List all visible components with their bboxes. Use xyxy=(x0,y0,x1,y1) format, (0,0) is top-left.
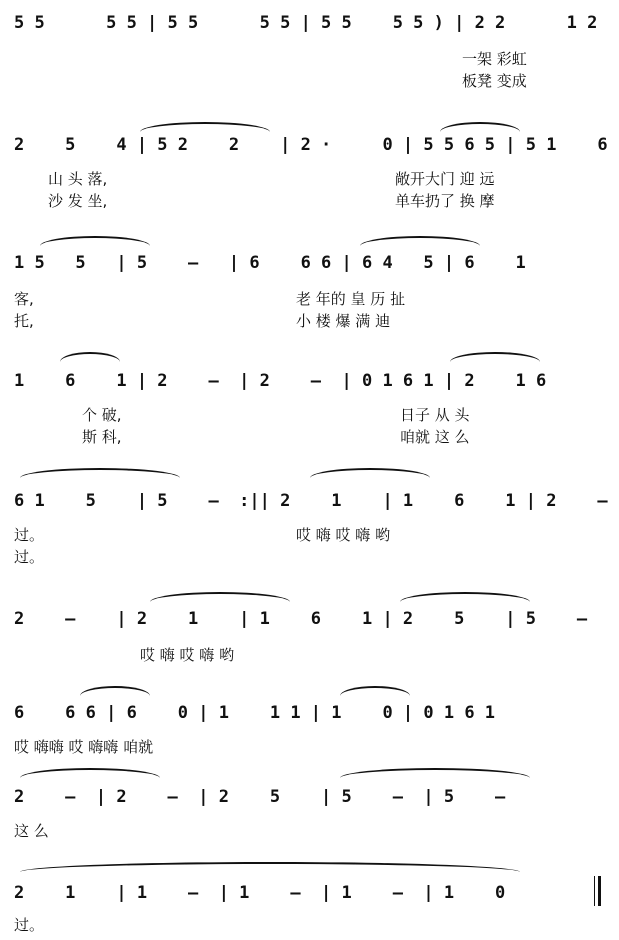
row8-lyrics: 这 么 xyxy=(14,822,49,840)
slur-arc xyxy=(400,592,530,602)
slur-arc xyxy=(140,122,270,132)
row7-lyrics: 哎 嗨嗨 哎 嗨嗨 咱就 xyxy=(14,738,154,756)
slur-arc xyxy=(360,236,480,246)
row3-lyrics-verse2-b: 小 楼 爆 满 迪 xyxy=(296,312,391,330)
slur-arc xyxy=(340,686,410,696)
row8-notes: 2 — | 2 — | 2 5 | 5 — | 5 — xyxy=(14,787,506,807)
row1-lyrics-verse1: 一架 彩虹 xyxy=(462,50,527,68)
row3-lyrics-verse2-a: 托, xyxy=(14,312,34,330)
slur-arc xyxy=(440,122,520,132)
row9-lyrics: 过。 xyxy=(14,916,45,934)
row4-lyrics-verse1-a: 个 破, xyxy=(82,406,122,424)
slur-arc xyxy=(20,768,160,778)
slur-arc xyxy=(40,236,150,246)
row1-lyrics-verse2: 板凳 变成 xyxy=(462,72,527,90)
row5-lyrics-verse2-a: 过。 xyxy=(14,548,45,566)
row2-notes: 2 5 4 | 5 2 2 | 2 · 0 | 5 5 6 5 | 5 1 6 xyxy=(14,135,608,155)
row2-lyrics-verse1-a: 山 头 落, xyxy=(48,170,108,188)
slur-arc xyxy=(20,862,520,872)
slur-arc xyxy=(450,352,540,362)
row5-lyrics-verse1-b: 哎 嗨 哎 嗨 哟 xyxy=(296,526,391,544)
row4-lyrics-verse2-b: 咱就 这 么 xyxy=(400,428,470,446)
row2-lyrics-verse1-b: 敞开大门 迎 远 xyxy=(395,170,495,188)
slur-arc xyxy=(60,352,120,362)
row2-lyrics-verse2-a: 沙 发 坐, xyxy=(48,192,108,210)
row7-notes: 6 6 6 | 6 0 | 1 1 1 | 1 0 | 0 1 6 1 xyxy=(14,703,496,723)
slur-arc xyxy=(150,592,290,602)
row9-notes: 2 1 | 1 — | 1 — | 1 — | 1 0 xyxy=(14,883,506,903)
final-barline-thin xyxy=(594,876,595,906)
slur-arc xyxy=(20,468,180,478)
row3-notes: 1 5 5 | 5 — | 6 6 6 | 6 4 5 | 6 1 xyxy=(14,253,526,273)
row5-notes: 6 1 5 | 5 — :|| 2 1 | 1 6 1 | 2 — xyxy=(14,491,608,511)
row6-lyrics: 哎 嗨 哎 嗨 哟 xyxy=(140,646,235,664)
row3-lyrics-verse1-b: 老 年的 皇 历 扯 xyxy=(296,290,406,308)
row6-notes: 2 — | 2 1 | 1 6 1 | 2 5 | 5 — xyxy=(14,609,588,629)
row5-lyrics-verse1-a: 过。 xyxy=(14,526,45,544)
row3-lyrics-verse1-a: 客, xyxy=(14,290,34,308)
row4-lyrics-verse2-a: 斯 科, xyxy=(82,428,122,446)
final-barline xyxy=(598,876,601,906)
slur-arc xyxy=(310,468,430,478)
row4-notes: 1 6 1 | 2 — | 2 — | 0 1 6 1 | 2 1 6 xyxy=(14,371,547,391)
slur-arc xyxy=(80,686,150,696)
row1-notes: 5 5 5 5 | 5 5 5 5 | 5 5 5 5 ) | 2 2 1 2 xyxy=(14,13,598,33)
row4-lyrics-verse1-b: 日子 从 头 xyxy=(400,406,470,424)
slur-arc xyxy=(340,768,530,778)
row2-lyrics-verse2-b: 单车扔了 换 摩 xyxy=(395,192,495,210)
